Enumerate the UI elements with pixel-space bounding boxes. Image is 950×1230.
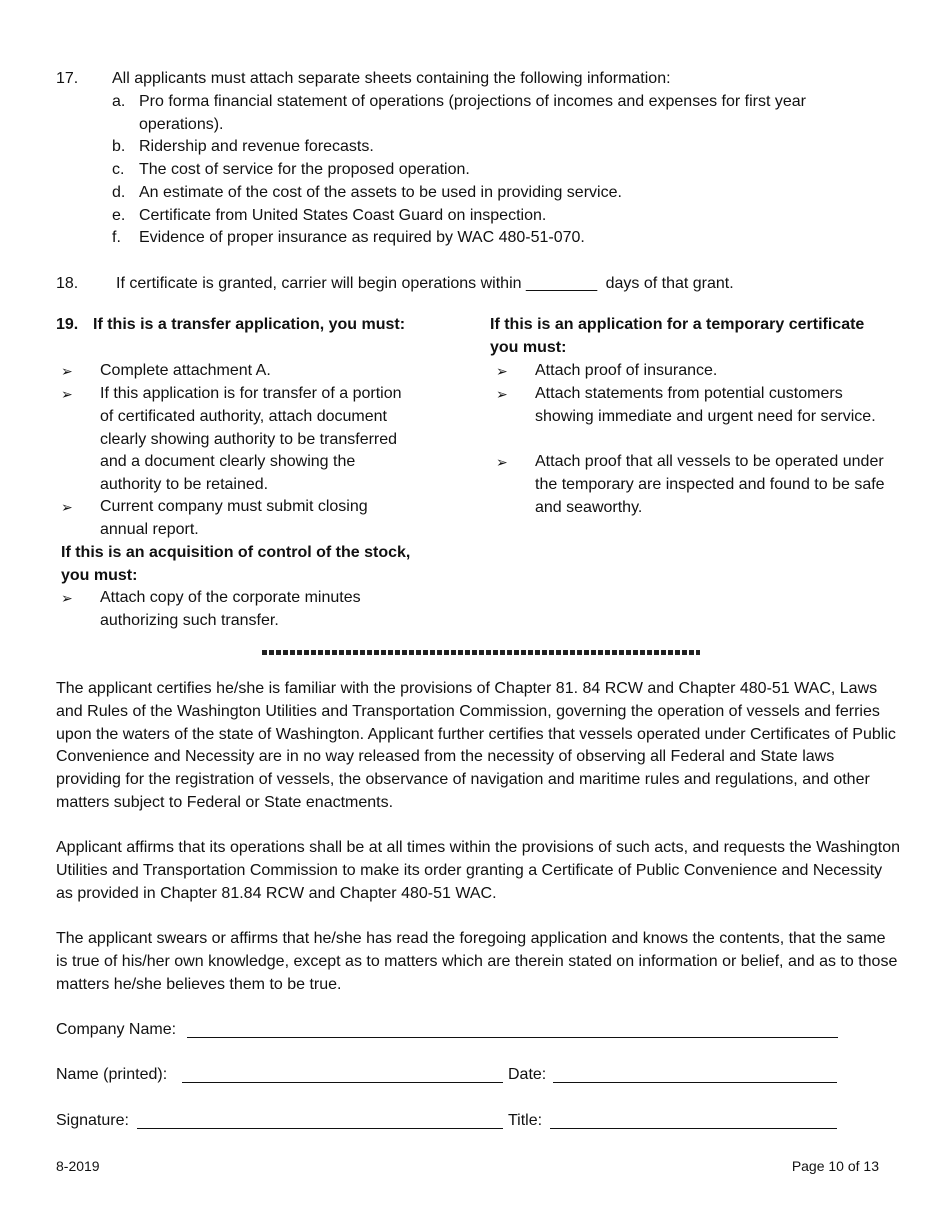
- transfer-bullet-2: If this application is for transfer of a portion of certificated authority, attach document clearly showing authority to be transferred and a document clearly showing the authority to be retained.: [100, 385, 402, 494]
- subitem-label: c.: [112, 161, 125, 178]
- name-printed-label: Name (printed):: [56, 1066, 168, 1083]
- bullet-arrow-icon: ➢: [61, 499, 73, 515]
- bullet-arrow-icon: ➢: [61, 590, 73, 606]
- item-17-subitem-a: [112, 91, 872, 137]
- bullet-arrow-icon: ➢: [496, 386, 508, 402]
- subitem-text: The cost of service for the proposed operation.: [139, 161, 470, 178]
- acquisition-heading: If this is an acquisition of control of the stock, you must:: [61, 544, 411, 584]
- temporary-bullet-1: Attach proof of insurance.: [535, 362, 718, 379]
- bullet-arrow-icon: ➢: [496, 454, 508, 470]
- date-label: Date:: [508, 1066, 547, 1083]
- oath-paragraph: The applicant swears or affirms that he/she has read the foregoing application and knows the contents, that the same is true of his/her own knowledge, except as to matters which are therein stated on information or belief, and as to those matters he/she believes them to be true.: [56, 930, 898, 993]
- subitem-label: a.: [112, 93, 126, 110]
- company-name-label: Company Name:: [56, 1021, 177, 1038]
- company-name-field[interactable]: [187, 1037, 838, 1038]
- subitem-text: Certificate from United States Coast Guard on inspection.: [139, 207, 547, 224]
- subitem-label: b.: [112, 138, 126, 155]
- bullet-arrow-icon: ➢: [61, 363, 73, 379]
- footer-page-number: Page 10 of 13: [791, 1158, 879, 1174]
- item-18-after: days of that grant.: [605, 275, 734, 292]
- item-18-days-blank[interactable]: ________: [525, 275, 598, 292]
- subitem-text: An estimate of the cost of the assets to be used in providing service.: [139, 184, 622, 201]
- name-printed-field[interactable]: [182, 1082, 503, 1083]
- section-divider: [262, 650, 700, 655]
- item-17-text: All applicants must attach separate sheets containing the following information:: [112, 70, 671, 87]
- certification-paragraph: The applicant certifies he/she is familiar with the provisions of Chapter 81. 84 RCW and Chapter 480-51 WAC, Laws and Rules of the Washington Utilities and Transportation Commission, governing the operation of vessels and ferries upon the waters of the state of Washington. Applicant further certifies that vessels operated under Certificates of Public Convenience and Necessity are in no way released from the necessity of observing all Federal and State laws providing for the registration of vessels, the observance of navigation and maritime rules and regulations, and other matters subject to Federal or State enactments.: [56, 680, 896, 811]
- acquisition-bullet-1: Attach copy of the corporate minutes authorizing such transfer.: [100, 589, 361, 629]
- signature-label: Signature:: [56, 1112, 129, 1129]
- item-17-number: 17.: [56, 70, 79, 87]
- item-19-number: 19.: [56, 316, 79, 333]
- transfer-bullet-3: Current company must submit closing annual report.: [100, 498, 368, 538]
- date-field[interactable]: [553, 1082, 837, 1083]
- signature-field[interactable]: [137, 1128, 503, 1129]
- affirmation-paragraph: Applicant affirms that its operations shall be at all times within the provisions of such acts, and requests the Washington Utilities and Transportation Commission to make its order granting a Certificate of Public Convenience and Necessity as provided in Chapter 81.84 RCW and Chapter 480-51 WAC.: [56, 839, 900, 902]
- subitem-label: e.: [112, 207, 126, 224]
- item-18-text: [116, 273, 896, 296]
- temporary-heading: If this is an application for a temporary certificate you must:: [490, 316, 865, 356]
- title-field[interactable]: [550, 1128, 837, 1129]
- bullet-arrow-icon: ➢: [496, 363, 508, 379]
- subitem-text: Evidence of proper insurance as required by WAC 480-51-070.: [139, 229, 585, 246]
- item-18-before: If certificate is granted, carrier will begin operations within: [116, 275, 522, 292]
- transfer-heading: If this is a transfer application, you must:: [93, 316, 406, 333]
- temporary-bullet-3: Attach proof that all vessels to be operated under the temporary are inspected and found to be safe and seaworthy.: [535, 453, 885, 516]
- subitem-label: f.: [112, 229, 121, 246]
- title-label: Title:: [508, 1112, 543, 1129]
- subitem-label: d.: [112, 184, 126, 201]
- subitem-text: Ridership and revenue forecasts.: [139, 138, 374, 155]
- transfer-bullet-1: Complete attachment A.: [100, 362, 271, 379]
- item-18-number: 18.: [56, 275, 79, 292]
- temporary-bullet-2: Attach statements from potential customers showing immediate and urgent need for service.: [535, 385, 876, 425]
- subitem-text: Pro forma financial statement of operations (projections of incomes and expenses for first year operations).: [139, 93, 806, 133]
- footer-revision: 8-2019: [56, 1158, 100, 1174]
- bullet-arrow-icon: ➢: [61, 386, 73, 402]
